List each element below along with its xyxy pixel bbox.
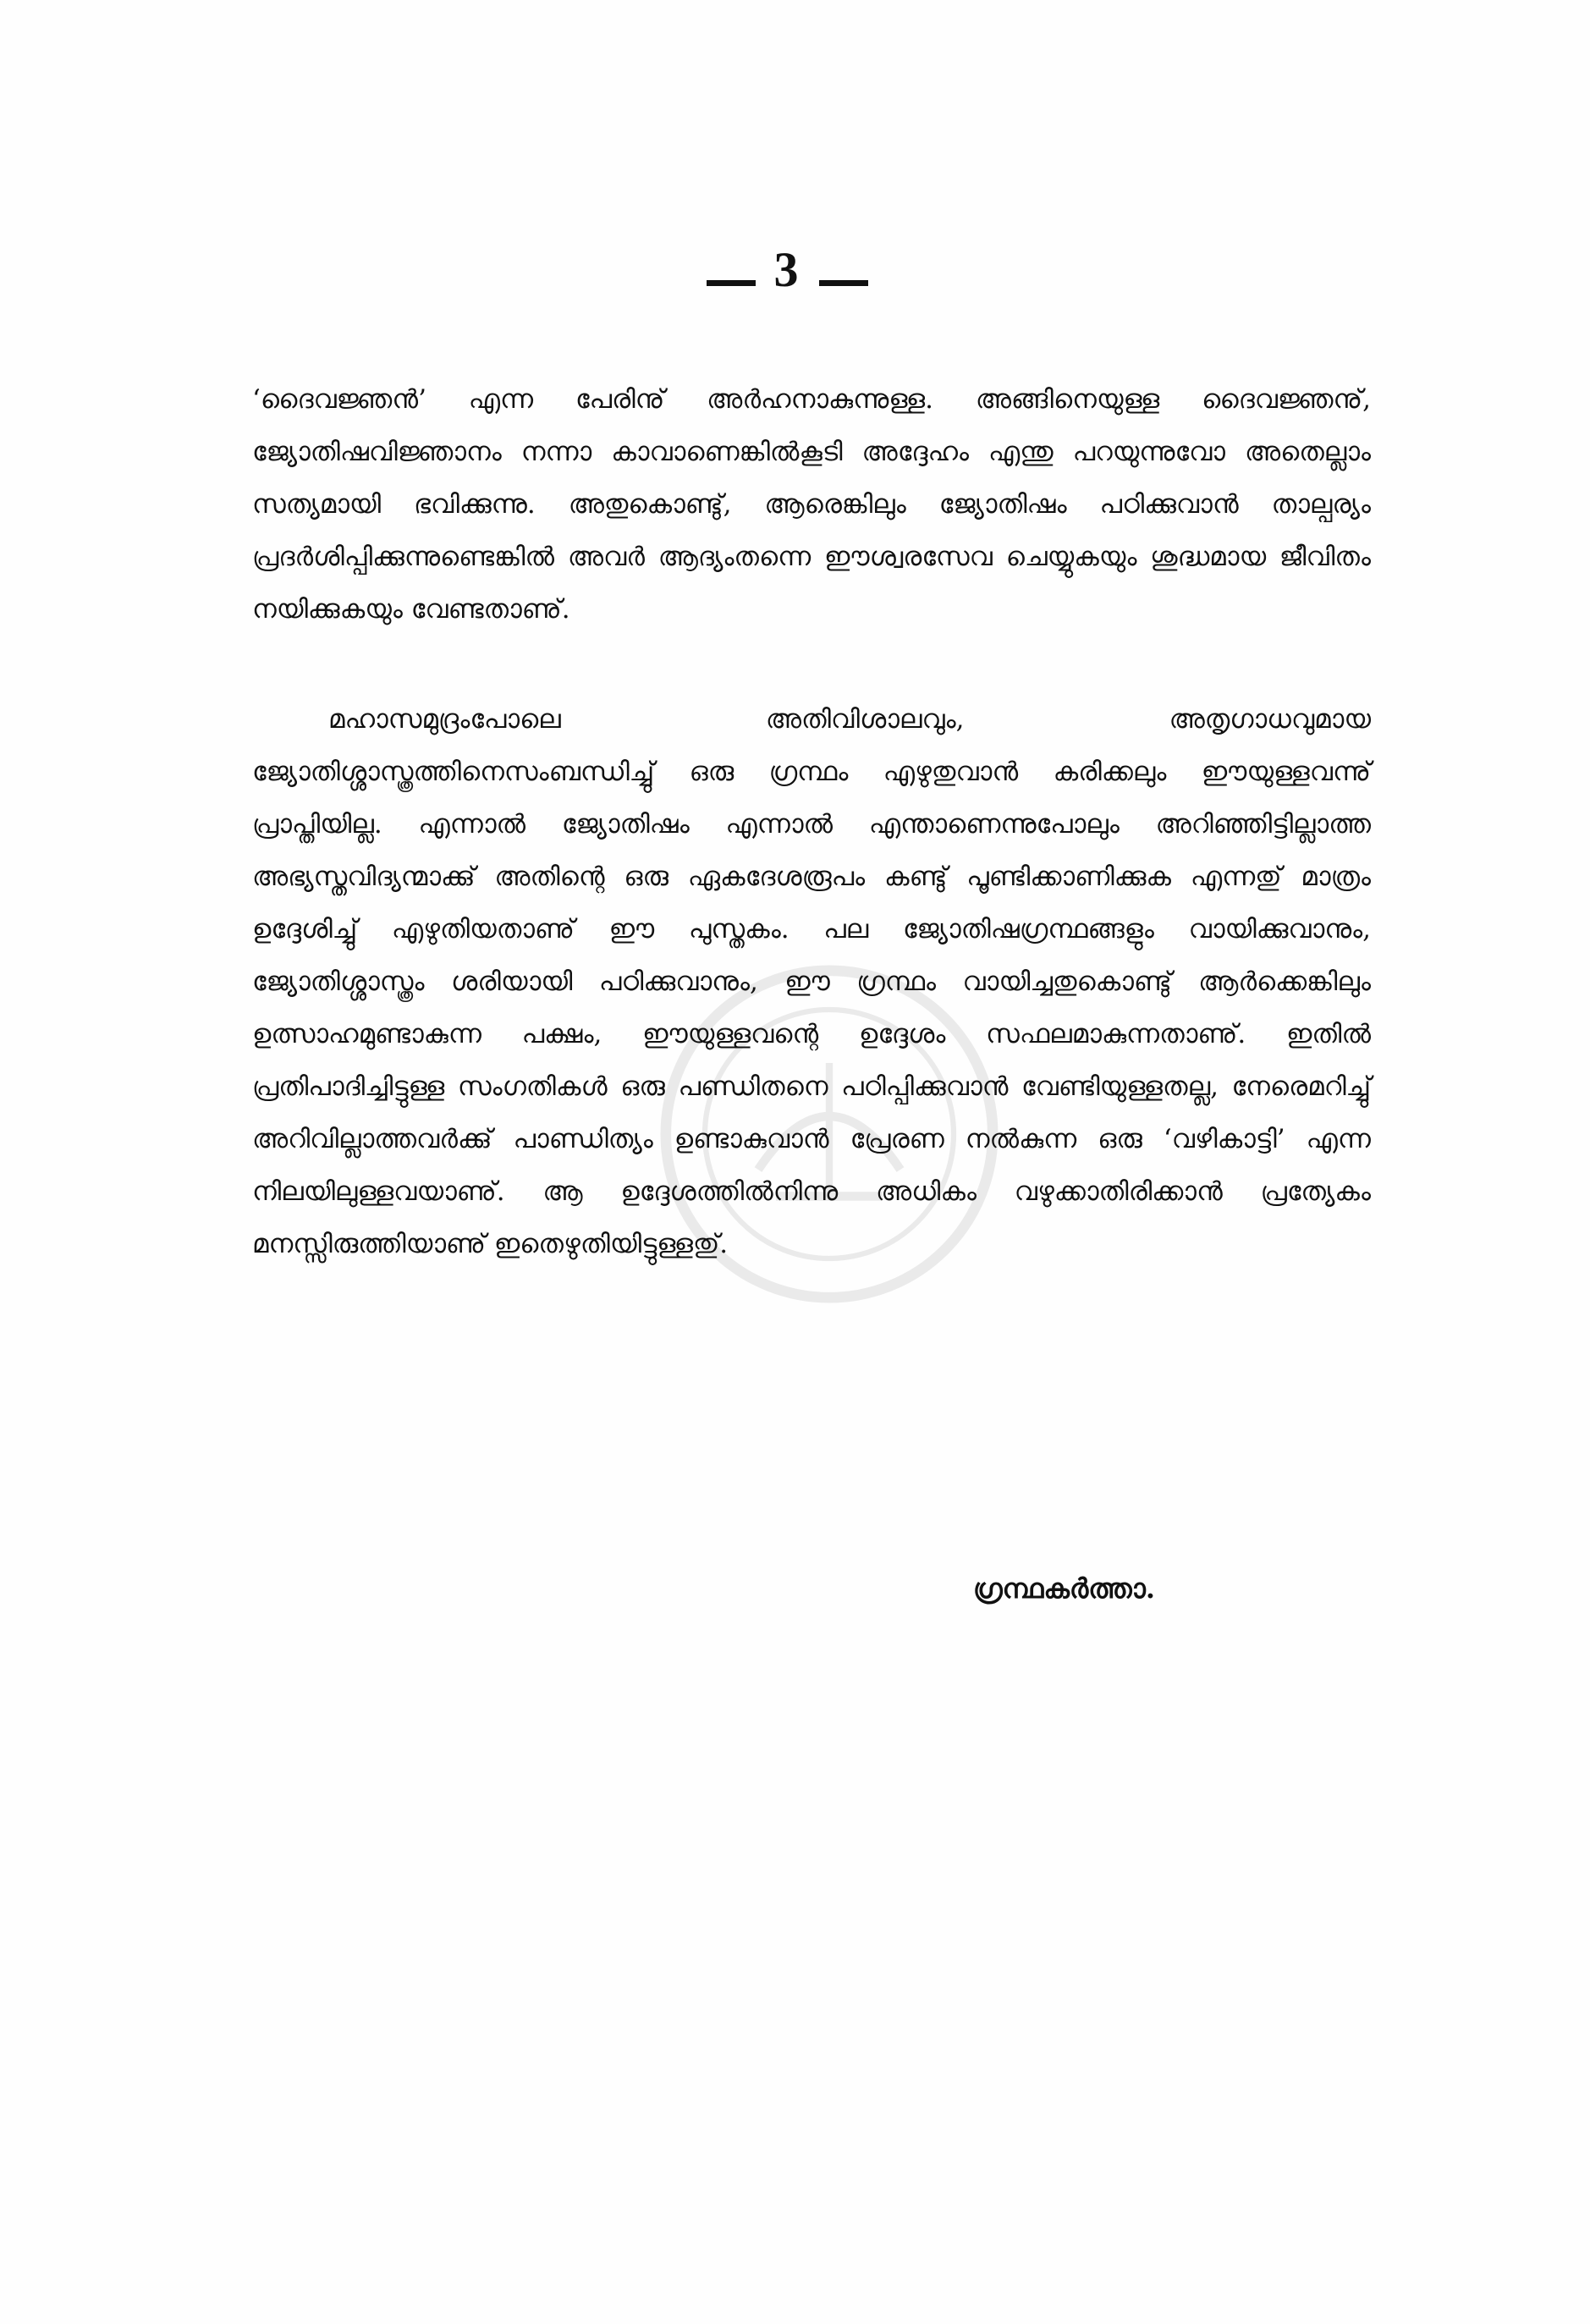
paragraph-1: ‘ദൈവജ്ഞൻ’ എന്ന പേരിനു് അർഹനാകുന്നുള്ള. അങ്ങിനെയുള്ള ദൈവജ്ഞനു്, ജ്യോതിഷവിജ്ഞാനം നന്നാ കാവാണെങ്കിൽകൂടി അദ്ദേഹം എന്തു പറയുന്നുവോ അതെല്ലാം സത്യമായി ഭവിക്കുന്നു. അതുകൊണ്ടു്, ആരെങ്കിലും ജ്യോതിഷം പഠിക്കുവാൻ താല്പര്യം പ്രദർശിപ്പിക്കുന്നുണ്ടെങ്കിൽ അവർ ആദ്യംതന്നെ ഈശ്വരസേവ ചെയ്യുകയും ശുദ്ധമായ ജീവിതം നയിക്കുകയും വേണ്ടതാണു്. [252, 384, 1371, 625]
page-number-text: 3 [773, 242, 801, 297]
author-signature: ഗ്രന്ഥകർത്താ. [973, 1572, 1155, 1605]
page-number-right-dash [819, 280, 868, 286]
page-number [677, 241, 897, 298]
paragraph-2: മഹാസമുദ്രംപോലെ അതിവിശാലവും, അതൃഗാധവുമായ ജ്യോതിശ്ശാസ്ത്രത്തിനെസംബന്ധിച്ചു് ഒരു ഗ്രന്ഥം എഴുതുവാൻ കരിക്കലും ഈയുള്ളവന്നു് പ്രാപ്തിയില്ല. എന്നാൽ ജ്യോതിഷം എന്നാൽ എന്താണെന്നുപോലും അറിഞ്ഞിട്ടില്ലാത്ത അഭ്യസ്തവിദ്യന്മാക്കു് അതിന്റെ ഒരു ഏകദേശരൂപം കണ്ടു് പൂണ്ടിക്കാണിക്കുക എന്നതു് മാത്രം ഉദ്ദേശിച്ചു് എഴുതിയതാണു് ഈ പുസ്തകം. പല ജ്യോതിഷഗ്രന്ഥങ്ങളും വായിക്കുവാനും, ജ്യോതിശ്ശാസ്ത്രം ശരിയായി പഠിക്കുവാനും, ഈ ഗ്രന്ഥം വായിച്ചതുകൊണ്ടു് ആർക്കെങ്കിലും ഉത്സാഹമുണ്ടാകുന്ന പക്ഷം, ഈയുള്ളവന്റെ ഉദ്ദേശം സഫലമാകുന്നതാണു്. ഇതിൽ പ്രതിപാദിച്ചിട്ടുള്ള സംഗതികൾ ഒരു പണ്ഡിതനെ പഠിപ്പിക്കുവാൻ വേണ്ടിയുള്ളതല്ല, നേരെമറിച്ചു് അറിവില്ലാത്തവർക്കു് പാണ്ഡിത്യം ഉണ്ടാകുവാൻ പ്രേരണ നൽകുന്ന ഒരു ‘വഴികാട്ടി’ എന്ന നിലയിലുള്ളവയാണു്. ആ ഉദ്ദേശത്തിൽനിന്നു അധികം വഴുക്കാതിരിക്കാൻ പ്രത്യേകം മനസ്സിരുത്തിയാണു് ഇതെഴുതിയിട്ടുള്ളതു്. [252, 704, 1371, 1259]
page-number-left-dash [707, 280, 756, 286]
